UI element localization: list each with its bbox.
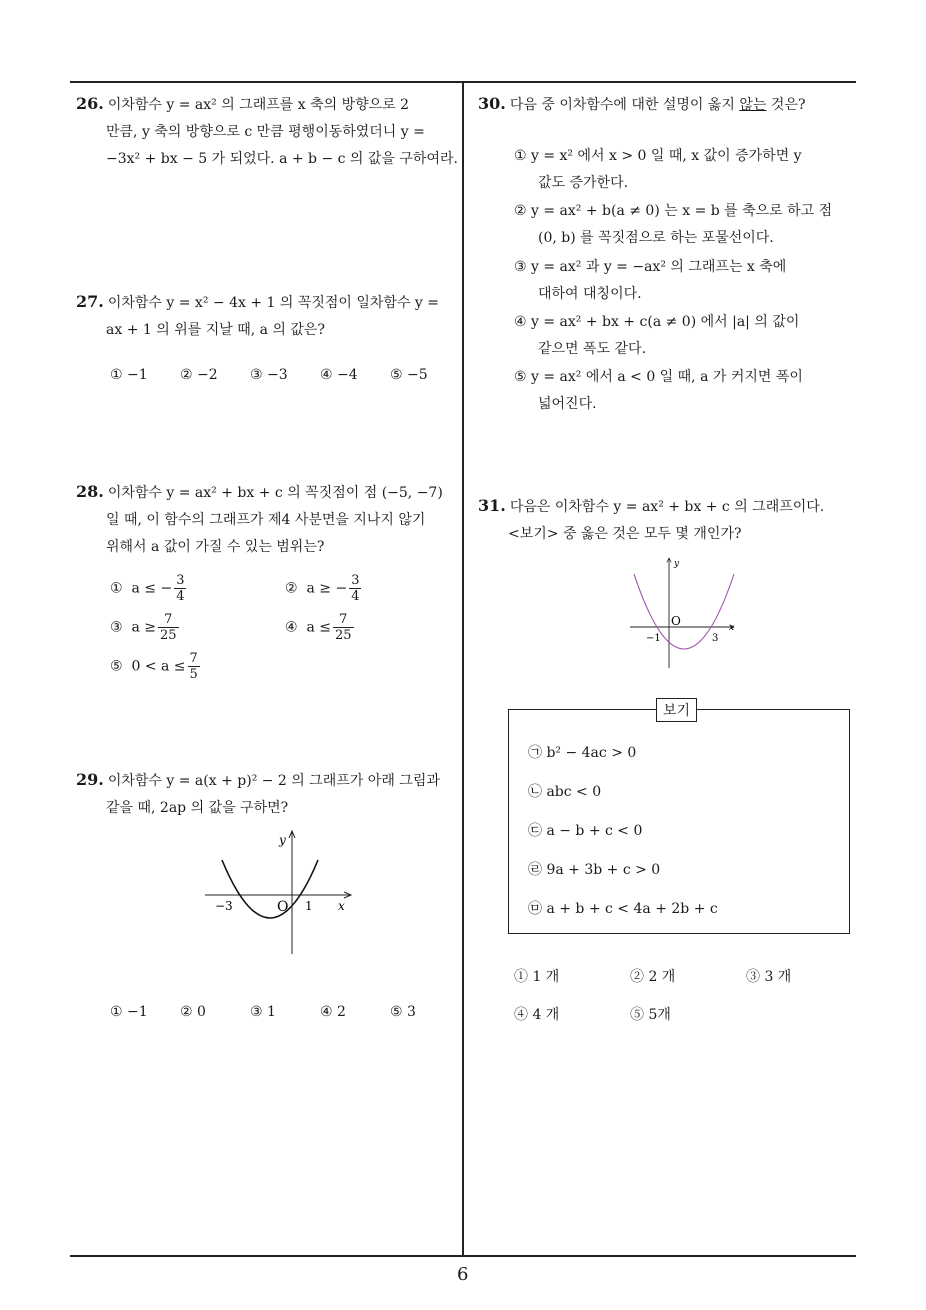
question-30: 30. 다음 중 이차함수에 대한 설명이 옳지 않는 것은? [478, 94, 806, 113]
tick-label-right: 3 [712, 633, 719, 644]
bogi-item: ㉣ 9a + 3b + c > 0 [528, 862, 661, 878]
bogi-item: ㉠ b² − 4ac > 0 [528, 745, 637, 761]
column-divider [462, 81, 464, 1256]
answer-option[interactable]: ③ −3 [250, 367, 288, 383]
y-axis-label: y [279, 833, 286, 847]
bogi-item: ㉤ a + b + c < 4a + 2b + c [528, 901, 718, 917]
question-27 [76, 288, 460, 344]
answer-option[interactable]: ② 2 개 [630, 969, 676, 985]
answer-option[interactable]: ④ 2 [320, 1004, 346, 1020]
answer-option[interactable]: ⑤ y = ax² 에서 a < 0 일 때, a 가 커지면 폭이 넓어진다. [514, 369, 803, 412]
bogi-item: ㉡ abc < 0 [528, 784, 602, 800]
question-text-line: ax + 1 의 위를 지날 때, a 의 값은? [106, 322, 325, 338]
answer-option[interactable]: ③ 3 개 [746, 969, 792, 985]
answer-option[interactable]: ② 0 [180, 1004, 206, 1020]
tick-label-left: −3 [215, 899, 233, 913]
y-axis-label: y [674, 559, 680, 569]
parabola-graph-29 [200, 826, 360, 958]
tick-label-right: 1 [305, 899, 313, 913]
answer-option[interactable]: ① −1 [110, 367, 148, 383]
question-text-line: 위해서 a 값이 가질 수 있는 범위는? [106, 539, 325, 555]
question-text-line: 일 때, 이 함수의 그래프가 제4 사분면을 지나지 않기 [106, 512, 426, 528]
bogi-title: 보기 [656, 698, 697, 722]
answer-option[interactable]: ① 1 개 [514, 969, 560, 985]
page-number: 6 [457, 1264, 469, 1285]
underlined-word: 않는 [739, 97, 767, 113]
question-number: 27. [76, 292, 104, 311]
question-number: 30. [478, 94, 506, 113]
answer-option[interactable]: ③ a ≥ $\frac{7}{25}$ [110, 612, 177, 643]
question-text-line: 이차함수 y = ax² + bx + c 의 꼭짓점이 점 (−5, −7) [107, 485, 443, 501]
question-number: 26. [76, 94, 104, 113]
question-28 [76, 478, 460, 561]
fraction: $\frac{7}{25}$ [160, 612, 177, 643]
fraction: $\frac{7}{25}$ [335, 612, 352, 643]
x-axis-label: x [338, 899, 345, 913]
question-text-line: 만큼, y 축의 방향으로 c 만큼 평행이동하였더니 y = [106, 124, 425, 140]
question-26 [76, 90, 460, 173]
answer-option[interactable]: ③ y = ax² 과 y = −ax² 의 그래프는 x 축에 대하여 대칭이다. [514, 259, 787, 302]
x-axis-label: x [729, 623, 735, 633]
origin-label: O [277, 899, 289, 915]
answer-option[interactable]: ① a ≤ − $\frac{3}{4}$ [110, 573, 185, 604]
question-text-line: −3x² + bx − 5 가 되었다. a + b − c 의 값을 구하여라. [106, 151, 458, 167]
question-31 [478, 492, 863, 548]
parabola-graph-31 [626, 554, 742, 672]
answer-option[interactable]: ⑤ 3 [390, 1004, 416, 1020]
question-text-line: 이차함수 y = x² − 4x + 1 의 꼭짓점이 일차함수 y = [107, 295, 440, 311]
answer-option[interactable]: ④ a ≤ $\frac{7}{25}$ [285, 612, 352, 643]
answer-option[interactable]: ③ 1 [250, 1004, 276, 1020]
question-text-line: <보기> 중 옳은 것은 모두 몇 개인가? [508, 526, 742, 542]
fraction: $\frac{7}{5}$ [189, 651, 198, 682]
answer-option[interactable]: ② −2 [180, 367, 218, 383]
tick-label-left: −1 [646, 633, 661, 644]
bottom-rule [70, 1255, 856, 1257]
origin-label: O [671, 614, 681, 628]
fraction: $\frac{3}{4}$ [351, 573, 360, 604]
question-text: 다음 중 이차함수에 대한 설명이 옳지 [509, 97, 740, 113]
question-number: 31. [478, 496, 506, 515]
fraction: $\frac{3}{4}$ [176, 573, 185, 604]
answer-option[interactable]: ② y = ax² + b(a ≠ 0) 는 x = b 를 축으로 하고 점 (0, b) 를 꼭짓점으로 하는 포물선이다. [514, 203, 833, 246]
parabola-curve [222, 860, 318, 918]
answer-option[interactable]: ② a ≥ − $\frac{3}{4}$ [285, 573, 360, 604]
answer-option[interactable]: ① y = x² 에서 x > 0 일 때, x 값이 증가하면 y 값도 증가한다. [514, 148, 802, 191]
question-number: 29. [76, 770, 104, 789]
question-text-line: 다음은 이차함수 y = ax² + bx + c 의 그래프이다. [509, 499, 825, 515]
question-29 [76, 766, 460, 822]
answer-option[interactable]: ⑤ 0 < a ≤ $\frac{7}{5}$ [110, 651, 198, 682]
answer-option[interactable]: ④ y = ax² + bx + c(a ≠ 0) 에서 |a| 의 값이 같으면 폭도 같다. [514, 314, 800, 357]
answer-option[interactable]: ⑤ −5 [390, 367, 428, 383]
question-text-line: 이차함수 y = ax² 의 그래프를 x 축의 방향으로 2 [107, 97, 410, 113]
answer-option[interactable]: ④ 4 개 [514, 1007, 560, 1023]
question-number: 28. [76, 482, 104, 501]
answer-option[interactable]: ⑤ 5개 [630, 1007, 671, 1023]
bogi-item: ㉢ a − b + c < 0 [528, 823, 643, 839]
answer-option[interactable]: ④ −4 [320, 367, 358, 383]
question-text-line: 같을 때, 2ap 의 값을 구하면? [106, 800, 289, 816]
question-text-line: 이차함수 y = a(x + p)² − 2 의 그래프가 아래 그림과 [107, 773, 440, 789]
answer-option[interactable]: ① −1 [110, 1004, 148, 1020]
